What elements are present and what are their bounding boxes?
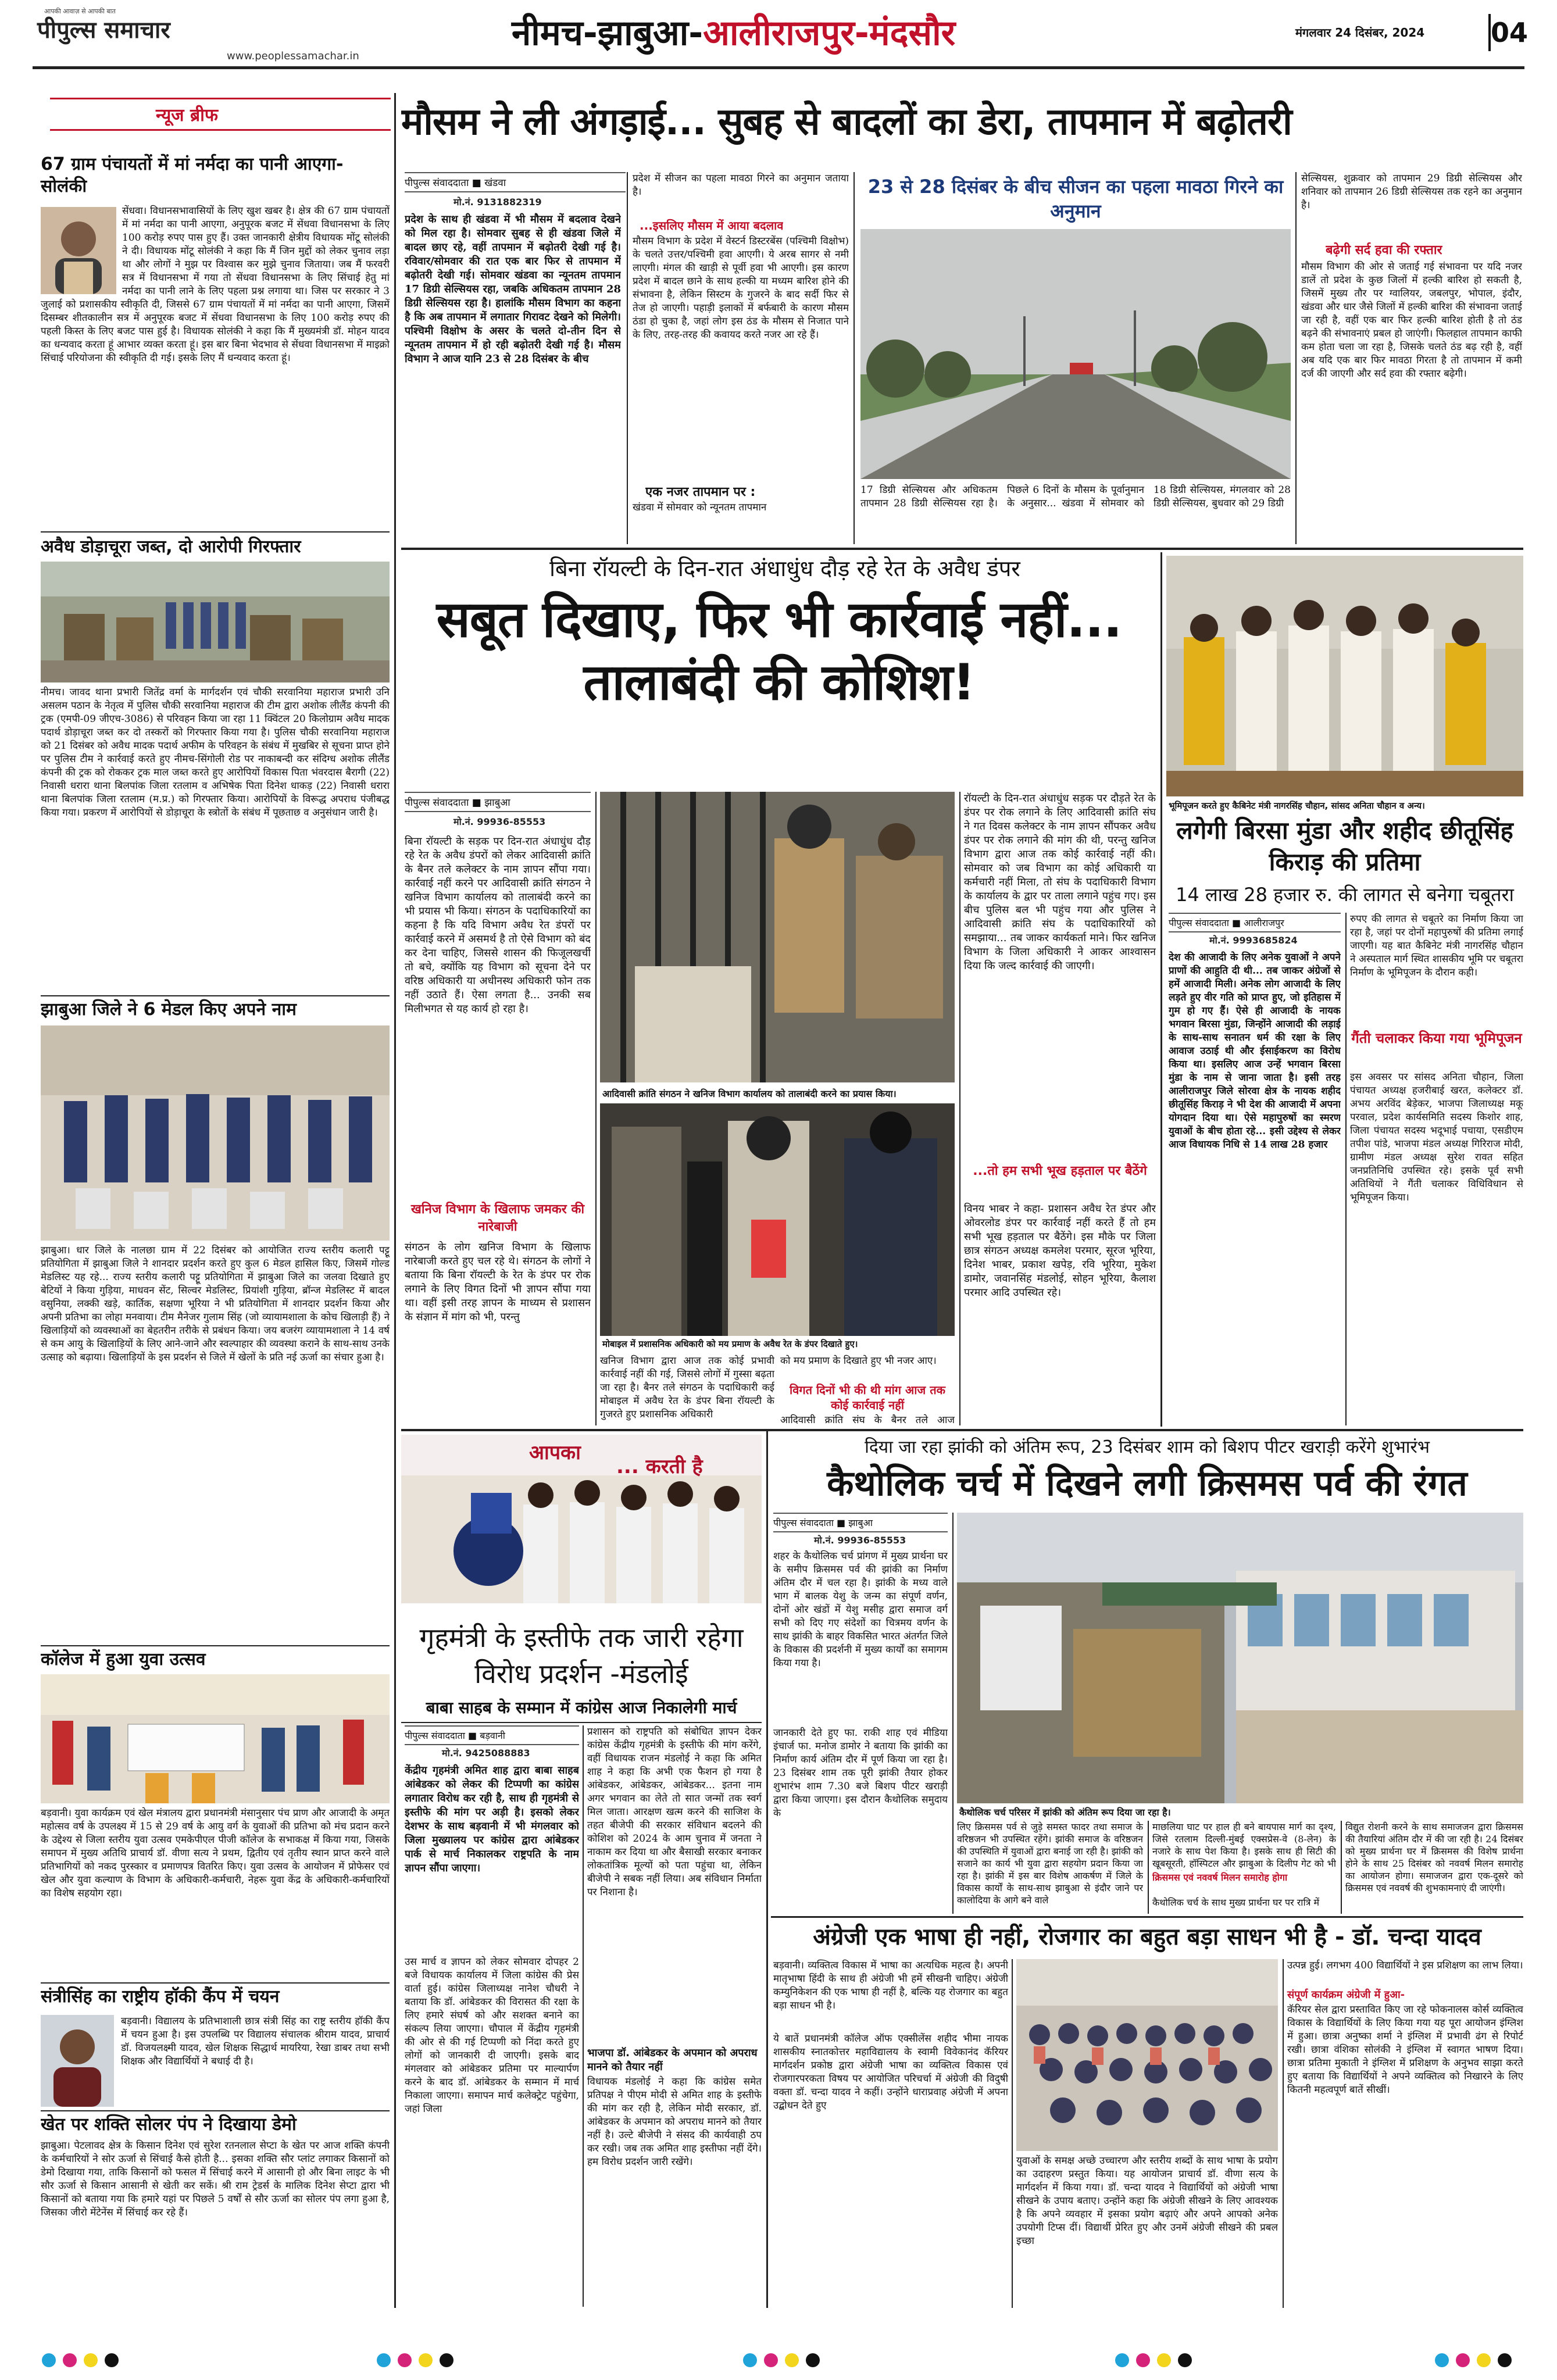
english-top-rule [771,1916,1523,1918]
left-column-rule [394,93,396,2308]
english-col1: बड़वानी। व्यक्तित्व विकास में भाषा का अत्यधिक महत्व है। अपनी मातृभाषा हिंदी के साथ ही अंग्रेजी भी हमें सीखनी चाहिए। अंग्रेजी कम्युनिकेशन की एक भाषा ही नहीं है, बल्कि यह रोजगार का बहुत बड़ा साधन भी है। [773,1960,1008,2011]
congress-byline-place: बड़वानी [480,1730,505,1741]
brief-1-body: सेंधवा। विधानसभावासियों के लिए खुश खबर है। क्षेत्र की 67 ग्राम पंचायतों में मां नर्मदा का पानी आएगा, अनुपूरक बजट में सेंधवा विधानसभा के लिए 100 करोड़ रुपए पास हुए हैं। उक्त जानकारी क्षेत्रीय विधायक मोंटू सोलंकी ने दी। विधायक मोंटू सोलंकी ने कहा कि मैं जिन मुद्दों को लेकर चुनाव लड़ा था और लोगों ने मुझ पर विश्वास कर मुझे चुनाव जिताया। जब मैं फरवरी सत्र में विधानसभा में गया तो सेंधवा विधानसभा के लिए सिंचाई हेतु मां नर्मदा का पानी लाने के लिए पहला प्रश्न लगाया था। जिस पर सरकार ने 3 जुलाई को प्रशासकीय स्वीकृति दी, जिससे 67 ग्राम पंचायतों में मां नर्मदा का पानी आएगा, जिसमें दिसम्बर शीतकालीन सत्र में अनुपूरक बजट में सेंधवा विधानसभा के लिए 100 करोड़ रुपए की पहली किस्त के लिए बजट पास हुई है। विधायक सोलंकी ने कहा कि मैं मुख्यमंत्री डॉ. मोहन यादव का धन्यवाद करता हूं आभार व्यक्त करता हूं। इस बार बिना भेदभाव से सेंधवा विधानसभा में माइक्रो सिंचाई परियोजना की स्वीकृति दी गई। इसके लिए मैं धन्यवाद करता हूं। [41,205,390,364]
weather-byline-name: पीपुल्स संवाददाता [405,177,469,189]
birsa-mobile: मो.नं. 9993685824 [1209,935,1298,946]
dumper-col1-b: संगठन के लोग खनिज विभाग के खिलाफ नारेबाजी करते हुए चल रहे थे। संगठन के लोगों ने बताया कि बिना रॉयल्टी के रेत के डंपर पर रोक लगाने के लिए विगत दिनों भी ज्ञापन सौंपा गया था। वहीं इसी तरह ज्ञापन के माध्यम से प्रशासन के संज्ञान में मांग को भी, परन्तु [405,1241,591,1323]
christmas-p-col3: विद्युत रोशनी करने के साथ समाजजन द्वारा क्रिसमस की तैयारियां अंतिम दौर में की जा रही है। 24 दिसंबर को मुख्य प्रार्थना घर में क्रिसमस की विशेष प्रार्थना होने के साथ 25 दिसंबर को नववर्ष मिलन समारोह का आयोजन होगा। समाजजन द्वारा एक-दूसरे को क्रिसमस एवं नववर्ष की शुभकामनाएं दी जाएंगी। [1345,1821,1523,1893]
christmas-photo-caption: कैथोलिक चर्च परिसर में झांकी को अंतिम रूप दिया जा रहा है। [957,1804,1317,1820]
weather-right-top: सेल्सियस, शुक्रवार को तापमान 29 डिग्री सेल्सियस और शनिवार को तापमान 26 डिग्री सेल्सियस तक रहने का अनुमान है। [1301,173,1522,211]
birsa-col2: रुपए की लागत से चबूतरे का निर्माण किया जा रहा है, जहां पर दोनों महापुरुषों की प्रतिमा लगाई जाएगी। यह बात कैबिनेट मंत्री नागरसिंह चौहान ने अस्पताल मार्ग स्थित शासकीय भूमि पर चबूतरा निर्माण के भूमिपूजन के दौरान कही। [1350,913,1523,978]
congress-photo [401,1435,762,1603]
dumper-photo-1-caption: आदिवासी क्रांति संगठन ने खनिज विभाग कार्यालय को तालाबंदी करने का प्रयास किया। [600,1086,955,1101]
brief-6-title: खेत पर शक्ति सोलर पंप ने दिखाया डेमो [41,2114,297,2135]
christmas-photo [957,1513,1523,1803]
brief-2-body: नीमच। जावद थाना प्रभारी जितेंद्र वर्मा के मार्गदर्शन एवं चौकी सरवानिया महाराज प्रभारी उनि असलम पठान के नेतृत्व में पुलिस चौकी सरवानिया महाराज की टीम द्वारा अशोक लीलैंड कंपनी की ट्रक (एमपी-09 जीएच-3086) से परिवहन किया जा रहा 11 क्विंटल 20 किलोग्राम अवैध मादक पदार्थ डोड़ाचूरा जब्त कर दो तस्करों को गिरफ्तार किया गया है। पुलिस चौकी सरवानिया महाराज को 21 दिसंबर को अवैध मादक पदार्थ अफीम के परिवहन के संबंध में मुखबिर से सूचना प्राप्त होने पर पुलिस टीम ने कार्रवाई करते हुए नीमच-सिंगोली रोड पर नाकाबन्दी कर संदिग्ध अशोक लीलैंड कंपनी की ट्रक को रोककर ट्रक माल जब्त करते हुए आरोपियों विकास पिता भंवरदास बैरागी (22) निवासी धरारा थाना बिलपांक जिला रतलाम व अभिषेक पिता दिनेश धाकड़ (22) निवासी धरारा थाना बिलपांक जिला रतलाम (म.प्र.) को गिरफ्तार किया। आरोपियों के विरूद्ध अपराध पंजीबद्ध किया गया। प्रकरण में आरोपियों से डोड़ाचूरा के स्त्रोतों के संबंध में पूछताछ व अनुसंधान जारी है। [41,687,390,819]
congress-col2-b: विधायक मंडलोई ने कहा कि कांग्रेस समेत प्रतिपक्ष ने पीएम मोदी से अमित शाह के इस्तीफे की मांग कर रही है, लेकिन मोदी सरकार, डॉ. आंबेडकर के अपमान को अपराध मानने को तैयार नहीं है। उल्टे बीजेपी ने संसद की कार्यवाही ठप कर रखी। जब तक अमित शाह इस्तीफा नहीं देंगे। हम विरोध प्रदर्शन जारी रखेंगे। [587,2076,762,2168]
edition-suffix: आलीराजपुर-मंदसौर [703,13,956,53]
brief-4-title: कॉलेज में हुआ युवा उत्सव [41,1649,206,1670]
dumper-kicker: बिना रॉयल्टी के दिन-रात अंधाधुंध दौड़ रहे रेत के अवैध डंपर [549,556,1020,581]
english-col1-b: ये बातें प्रधानमंत्री कॉलेज ऑफ एक्सीलेंस शहीद भीमा नायक शासकीय स्नातकोत्तर महाविद्यालय के स्वामी विवेकानंद कॅरियर मार्गदर्शन प्रकोष्ठ द्वारा अंग्रेजी भाषा का व्यक्तित्व विकास एवं रोजगारपरकता विषय पर आयोजित परिचर्चा में अंग्रेजी की विदुषी वक्ता डॉ. चन्दा यादव ने कहीं। उन्होंने धाराप्रवाह अंग्रेजी में अपना उद्बोधन देते हुए [773,2033,1008,2111]
christmas-col1-b: जानकारी देते हुए फा. राकी शाह एवं मीडिया इंचार्ज फा. मनोज डामोर ने बताया कि झांकी का निर्माण कार्य अंतिम दौर में पूर्ण किया जा रहा है। 23 दिसंबर शाम तक पूरी झांकी तैयार होकर शुभारंभ शाम 7.30 बजे बिशप पीटर खराड़ी द्वारा किया जाएगा। इस दौरान कैथोलिक समुदाय के [773,1727,948,1819]
logo: पीपुल्स समाचार [37,17,170,44]
dumper-mid-below3: आदिवासी क्रांति संघ के बैनर तले आज [780,1414,955,1426]
dumper-col3-sub: ...तो हम सभी भूख हड़ताल पर बैठेंगे [973,1164,1147,1178]
christmas-rule-1 [952,1513,954,1914]
christmas-mobile: मो.नं. 99936-85553 [814,1535,906,1546]
christmas-kicker: दिया जा रहा झांकी को अंतिम रूप, 23 दिसंबर शाम को बिशप पीटर खराड़ी करेंगे शुभारंभ [865,1437,1430,1457]
congress-col2-sub: भाजपा डॉ. आंबेडकर के अपमान को अपराध मानने को तैयार नहीं [587,2047,758,2073]
brief-5-photo [41,2015,114,2107]
congress-right-rule [766,1431,768,2308]
english-col3: उत्पन्न हुई। लगभग 400 विद्यार्थियों ने इस प्रशिक्षण का लाभ लिया। [1287,1960,1523,1971]
birsa-photo-caption: भूमिपूजन करते हुए कैबिनेट मंत्री नागरसिंह चौहान, सांसद अनिता चौहान व अन्य। [1166,799,1523,813]
dumper-byline-name: पीपुल्स संवाददाता [405,797,469,809]
christmas-headline: कैथोलिक चर्च में दिखने लगी क्रिसमस पर्व की रंगत [827,1463,1467,1504]
brief-3-body: झाबुआ। धार जिले के नालछा ग्राम में 22 दिसंबर को आयोजित राज्य स्तरीय कलारी पट्टू प्रतियोगिता में झाबुआ जिले ने शानदार प्रदर्शन करते हुए कुल 6 मेडल हासिल किए, जिसमें गोल्ड मेडलिस्ट यह रहे... राज्य स्तरीय कलारी पट्टू प्रतियोगिता में झाबुआ जिले का जलवा दिखाते हुए बेटियों ने किया गुड़िया, माधवन सेंट, सिल्वर मेडलिस्ट, प्रियांशी गुड़िया, ब्रॉन्ज मेडलिस्ट में बादल वसुनिया, लक्की खड़े, कार्तिक, सक्षणा भूरिया ने भी प्रतियोगिता में शानदार प्रदर्शन किया और अपनी प्रतिभा का लोहा मनवाया। टीम मैनेजर गुलाम सिंह (जो व्यायामशाला के कोच खिलाड़ी हैं) ने खिलाड़ियों को व्यवस्थाओं का बेहतरीन तरीके से प्रबंधन किया। जय बजरंग व्यायामशाला ने 14 वर्ष से कम आयु के खिलाड़ियों के लिए आने-जाने और स्वल्पाहार की व्यवस्था कराने के साथ-साथ उनके उत्साह को बढ़ाया। खिलाड़ियों के इस प्रदर्शन से जिले में खेलों के प्रति नई ऊर्जा का संचार हुआ है। [41,1245,390,1363]
weather-lead: प्रदेश के साथ ही खंडवा में भी मौसम में बदलाव देखने को मिल रहा है। सोमवार सुबह से ही खंडवा जिले में बादल छाए रहे, वहीं तापमान में बढ़ोतरी देखी गई है। रविवार/सोमवार की रात एक बार फिर से तापमान में बढ़ोतरी देखी गई। सोमवार खंडवा का न्यूनतम तापमान 17 डिग्री सेल्सियस रहा, जबकि अधिकतम तापमान 28 डिग्री सेल्सियस रहा है। हालांकि मौसम विभाग का कहना है कि अब तापमान में लगातार गिरावट देखने को मिलेगी। पश्चिमी विक्षोभ के असर के चलते दो-तीन दिन से न्यूनतम तापमान में हो रही बढ़ोतरी देखी गई है। मौसम विभाग ने आज यानि 23 से 28 दिसंबर के बीच [405,213,621,365]
brief-6-body: झाबुआ। पेटलावद क्षेत्र के किसान दिनेश एवं सुरेश रतनलाल सेप्टा के खेत पर आज शक्ति कंपनी के कर्मचारियों ने सोर ऊर्जा से सिंचाई कैसे होती है... इसका शक्ति सौर प्लांट लगाकर किसानों को डेमो दिखाया गया, ताकि किसानों को फसल में सिंचाई करने में आसानी हो और बिना लाइट के भी सौर ऊर्जा से किसान आसानी से खेती कर सकें। श्री राम ट्रेडर्स के मालिक दिनेश सेप्टा द्वारा भी किसानों को बताया गया कि हमारे यहां पर पिछले 5 वर्षों से सौर ऊर्जा का सोलर पंप लगा हुआ है, जिसका जीरो मेंटेनेंस में सिंचाई कर रहे हैं। [41,2140,390,2218]
edition-title [512,13,955,53]
christmas-p-col2-sub: क्रिसमस एवं नववर्ष मिलन समारोह होगा [1152,1872,1288,1883]
birsa-byline-name: पीपुल्स संवाददाता [1169,917,1229,928]
weather-rule-1 [627,172,628,544]
dumper-col1-sub: खनिज विभाग के खिलाफ जमकर की नारेबाजी [410,1202,585,1234]
mid-band-rule [401,1429,1523,1431]
dumper-mobile: मो.नं. 99936-85553 [453,816,546,827]
dumper-photo-2 [600,1103,955,1336]
birsa-rule [1345,913,1347,1425]
dumper-mid-below: खनिज विभाग द्वारा आज तक कोई प्रभावी कार्रवाई नहीं की गई, जिससे लोगों में गुस्सा बढ़ता जा रहा है। बैनर तले संगठन के पदाधिकारी कई मोबाइल में अवैध रेत के डंपर बिना रॉयल्टी के गुजरते हुए प्रशासनिक अधिकारी [600,1355,774,1420]
english-col3-sub: संपूर्ण कार्यक्रम अंग्रेजी में हुआ- [1287,1989,1405,2001]
congress-banner-text: आपका [529,1441,581,1464]
dumper-byline: पीपुल्स संवाददाता ■ झाबुआ [405,792,591,812]
christmas-rule-2 [1148,1821,1149,1914]
weather-mobile: मो.नं. 9131882319 [453,196,542,208]
congress-byline-name: पीपुल्स संवाददाता [405,1730,465,1741]
weather-photo-below: 17 डिग्री सेल्सियस और अधिकतम तापमान 28 डिग्री सेल्सियस रहा है। पिछले 6 दिनों के मौसम के पूर्वानुमान के अनुसार... खंडवा में सोमवार को 18 डिग्री सेल्सियस, मंगलवार को 28 डिग्री सेल्सियस, बुधवार को 29 डिग्री [860,484,1291,509]
weather-right-sub: बढ़ेगी सर्द हवा की रफ्तार [1326,243,1442,258]
english-col2: युवाओं के समक्ष अच्छे उच्चारण और स्तरीय शब्दों के साथ भाषा के प्रयोग का उदाहरण प्रस्तुत किया। यह आयोजन प्राचार्य डॉ. वीणा सत्य के मार्गदर्शन में किया गया। डॉ. चन्दा यादव ने विद्यार्थियों को अंग्रेजी भाषा सीखने के उपाय बताए। उन्होंने कहा कि अंग्रेजी सीखने के लिए आवश्यक है कि अपने व्यवहार में इसका प्रयोग बढ़ाएं और अपने आपको अनेक उपयोगी टिप्स दीं। विद्यार्थी प्रेरित हुए और उनमें अंग्रेजी सीखने की प्रबल इच्छा [1016,2155,1278,2247]
weather-photo [860,229,1291,479]
christmas-p-col2-b: कैथोलिक चर्च के साथ मुख्य प्रार्थना घर पर रात्रि में [1152,1897,1320,1908]
dumper-photo-1 [600,792,955,1082]
brief-rule-1 [41,531,390,533]
english-headline: अंग्रेजी एक भाषा ही नहीं, रोजगार का बहुत बड़ा साधन भी है - डॉ. चन्दा यादव [813,1924,1481,1950]
weather-col2-top: प्रदेश में सीजन का पहला मावठा गिरने का अनुमान जताया है। [633,173,849,198]
website: www.peoplessamachar.in [227,50,359,62]
dumper-col3: रॉयल्टी के दिन-रात अंधाधुंध सड़क पर दौड़ते रेत के डंपर पर रोक लगाने के लिए आदिवासी क्रांति संघ ने गत दिवस कलेक्टर के नाम ज्ञापन सौंपकर अवैध डंपर पर रोक लगाने की मांग की थी, परन्तु खनिज विभाग द्वारा आज तक कोई कार्रवाई नहीं की। सोमवार को जब विभाग का कोई अधिकारी या कर्मचारी नहीं मिला, तो संघ के पदाधिकारी विभाग के कार्यालय के द्वार पर ताला लगाने पहुंच गए। इस बीच पुलिस बल भी पहुंच गया और पुलिस ने आदिवासी क्रांति संघ के पदाधिकारियों को समझाया... तब जाकर कार्यकर्ता माने। फिर खनिज विभाग के जिला अधिकारी ने आकर आश्वासन दिया कि जल्द कार्रवाई की जाएगी। [964,792,1156,972]
birsa-byline-place: आलीराजपुर [1244,917,1284,928]
brief-3-photo [41,1025,390,1241]
news-brief-label: न्यूज ब्रीफ [156,105,218,126]
birsa-col2-sub: गैंती चलाकर किया गया भूमिपूजन [1351,1030,1522,1046]
weather-byline-place: खंडवा [484,177,506,189]
dumper-col1: बिना रॉयल्टी के सड़क पर दिन-रात अंधाधुंध दौड़ रहे रेत के अवैध डंपरों को लेकर आदिवासी क्रांति के बैनर तले कलेक्टर के नाम ज्ञापन सौंपा गया। कार्रवाई नहीं करने पर आदिवासी क्रांति संगठन ने खनिज विभाग कार्यालय को तालाबंदी करने का भी प्रयास भी किया। संगठन के पदाधिकारियों का कहना है कि यदि विभाग अवैध रेत डंपरों पर कार्रवाई करने में असमर्थ है तो ऐसे विभाग को बंद कर देना चाहिए, जिससे शासन की फिजूलखर्ची तो बचे, क्योंकि यह विभाग को सूचना देने पर वरिष्ठ अधिकारी या अधीनस्थ अधिकारी फोन तक नहीं उठाते हैं। ऐसा लगता है... उनकी सब मिलीभगत से यह कार्य हो रहा है। [405,835,591,1015]
dumper-rule-1 [595,792,597,1425]
masthead-rule [33,66,1524,69]
brief-5-title: संत्रीसिंह का राष्ट्रीय हॉकी कैंप में चयन [41,1986,280,2007]
brief-3-title: झाबुआ जिले ने 6 मेडल किए अपने नाम [41,999,297,1020]
dumper-col3-b: विनय भाबर ने कहा- प्रशासन अवैध रेत डंपर और ओवरलोड डंपर पर कार्रवाई नहीं करते हैं तो हम सभी भूख हड़ताल पर बैठेंगे। इस मौके पर जिला छात्र संगठन अध्यक्ष कमलेश परमार, सूरज भूरिया, दिनेश भाबर, प्रकाश खपेड़, रवि भूरिया, मुकेश डामोर, जवानसिंह मंडलोई, सोहन भूरिया, कैलाश परमार आदि उपस्थित रहे। [964,1203,1156,1299]
dumper-right-rule [1160,552,1162,1427]
birsa-col1: देश की आजादी के लिए अनेक युवाओं ने अपने प्राणों की आहुति दी थी... तब जाकर अंग्रेजों से हमें आजादी मिली। अनेक लोग आजादी के लिए लड़ते हुए वीर गति को प्राप्त हुए, जो इतिहास में गुम हो गए हैं। ऐसे ही आजादी के नायक भगवान बिरसा मुंडा, जिन्होंने आजादी की लड़ाई के साथ-साथ सनातन धर्म की रक्षा के लिए आवाज उठाई थी और ईसाईकरण का विरोध किया था। इसलिए आज उन्हें भगवान बिरसा मुंडा के नाम से जाना जाता है। इसी तरह आलीराजपुर जिले सोरवा क्षेत्र के नायक शहीद छीतूसिंह किराड़ ने भी देश की आजादी में अपना योगदान दिया था। ऐसे महापुरुषों का स्मरण युवाओं के बीच होता रहे... इसी उद्देश्य से लेकर आज विधायक निधि से 14 लाख 28 हजार [1169,952,1341,1150]
weather-col2-sub2: एक नजर तापमान पर : [645,485,756,499]
weather-rule-2 [854,172,855,544]
dumper-headline: सबूत दिखाए, फिर भी कार्रवाई नहीं... तालाबंदी की कोशिश! [436,591,1122,712]
weather-byline: पीपुल्स संवाददाता ■ खंडवा [405,172,626,192]
weather-col2-body: मौसम विभाग के प्रदेश में वेस्टर्न डिस्टरबेंस (पश्चिमी विक्षोभ) के चलते उत्तर/पश्चिमी हवा आएगी। ये अरब सागर से नमी लाएगी। मंगल की खाड़ी से पूर्वी हवा भी आएगी। इस कारण प्रदेश में बादल छाने के साथ हल्की या मध्यम बारिश होने की संभावना है, लेकिन सिस्टम के गुजरने के बाद सर्दी फिर से तेज हो जाएगी। पहाड़ी इलाकों में बर्फबारी के कारण मौसम ठंडा हो चुका है, जहां लोग इस ठंड के मौसम से निजात पाने के लिए, तरह-तरह की कवायद करते नजर आ रहे हैं। [633,235,849,341]
congress-byline: पीपुल्स संवाददाता ■ बड़वानी [405,1725,579,1745]
issue-date: मंगलवार 24 दिसंबर, 2024 [1295,26,1425,40]
christmas-p-col2: माछलिया घाट पर हाल ही बने बायपास मार्ग का दृश्य, जिसे रतलाम दिल्ली-मुंबई एक्सप्रेस-वे (8-लेन) के नजारे के साथ पेश किया है। इसके साथ ही सिटी की खूबसूरती, हॉस्पिटल और झाबुआ के दिलीप गेट को भी [1152,1821,1336,1869]
birsa-byline: पीपुल्स संवाददाता ■ आलीराजपुर [1169,913,1341,932]
weather-photo-headline: 23 से 28 दिसंबर के बीच सीजन का पहला मावठा गिरने का अनुमान [867,176,1284,222]
weather-col2-sub: ...इसलिए मौसम में आया बदलाव [640,219,784,233]
english-rule-1 [1012,1959,1013,2308]
congress-headline: गृहमंत्री के इस्तीफे तक जारी रहेगा विरोध प्रदर्शन -मंडलोई [419,1622,744,1689]
congress-banner-text-2: ... करती है [616,1455,703,1478]
weather-bottom-rule [401,548,1523,550]
christmas-rule-3 [1341,1821,1342,1914]
christmas-col1: शहर के कैथोलिक चर्च प्रांगण में मुख्य प्रार्थना घर के समीप क्रिसमस पर्व की झांकी का निर्माण अंतिम दौर में चल रहा है। झांकी के मध्य वाले भाग में बालक येशु के जन्म का संपूर्ण वर्णन, दोनों ओर खंडों में येशु मसीह द्वारा समाज वर्ग सभी को दिए गए संदेशों का चित्रमय वर्णन के साथ झांकी के बाहर विकसित भारत अंतर्गत जिले के विकास की प्रदर्शनी में मुख्य कार्यों का समागम किया गया है। [773,1550,948,1669]
birsa-headline: लगेगी बिरसा मुंडा और शहीद छीतूसिंह किराड़ की प्रतिमा [1176,816,1513,876]
dumper-byline-place: झाबुआ [484,797,510,809]
brief-4-photo [41,1674,390,1803]
congress-rule [583,1725,584,2307]
birsa-photo [1166,556,1523,796]
weather-col2-body2: खंडवा में सोमवार को न्यूनतम तापमान [633,502,767,513]
congress-col1-b: उस मार्च व ज्ञापन को लेकर सोमवार दोपहर 2 बजे विधायक कार्यालय में जिला कांग्रेस की प्रेस वार्ता हुई। कांग्रेस जिलाध्यक्ष नानेश चौधरी ने बताया कि डॉ. आंबेडकर की विरासत की रक्षा के लिए हमारे संघर्ष को और सशक्त बनाने का संकल्प लिया जाएगा। चौपाल में केंद्रीय गृहमंत्री की ओर से की गई टिप्पणी को निंदा करते हुए लोगों को जानकारी दी जाएगी। इसके बाद मंगलवार को आंबेडकर प्रतिमा पर माल्यार्पण करने के बाद डॉ. आंबेडकर के सम्मान में मार्च निकाला जाएगा। समापन मार्च कलेक्ट्रेट पहुंचेगा, जहां जिला [405,1956,579,2115]
congress-subhead: बाबा साहब के सम्मान में कांग्रेस आज निकालेगी मार्च [426,1698,737,1717]
weather-rule-3 [1295,172,1297,544]
brief-2-title: अवैध डोड़ाचूरा जब्त, दो आरोपी गिरफ्तार [41,537,301,557]
brief-rule-2 [41,995,390,996]
birsa-col2-b: इस अवसर पर सांसद अनिता चौहान, जिला पंचायत अध्यक्ष हजरीबाई खरत, कलेक्टर डॉ. अभय अरविंद बेड़ेकर, भाजपा जिलाध्यक्ष मकू परवाल, प्रदेश कार्यसमिति सदस्य किशोर शाह, जिला पंचायत सदस्य भदूभाई पचाया, एसडीएम तपीश पांडे, भाजपा मंडल अध्यक्ष गिरिराज मोदी, ग्रामीण मंडल अध्यक्ष सुरेश रावत सहित जनप्रतिनिधि उपस्थित रहे। इसके पूर्व सभी अतिथियों ने गैंती चलाकर विधिविधान से भूमिपूजन किया। [1350,1071,1523,1203]
brief-rule-4 [41,1982,390,1984]
english-rule-2 [1283,1959,1284,2308]
brief-rule-5 [41,2110,390,2111]
brief-label-rule-2 [50,129,391,131]
congress-col1: केंद्रीय गृहमंत्री अमित शाह द्वारा बाबा साहब आंबेडकर को लेकर की टिप्पणी का कांग्रेस लगातार विरोध कर रही है, साथ ही गृहमंत्री से इस्तीफे की मांग पर अड़ी है। इसको लेकर देशभर के साथ बड़वानी में भी मंगलवार को जिला मुख्यालय पर कांग्रेस द्वारा आंबेडकर पार्क से मार्च निकालकर राष्ट्रपति के नाम ज्ञापन सौंपा जाएगा। [405,1764,579,1874]
masthead [0,0,1557,65]
print-registration-strip [0,2349,1557,2372]
weather-headline: मौसम ने ली अंगड़ाई... सुबह से बादलों का डेरा, तापमान में बढ़ोतरी [401,101,1292,144]
brief-4-body: बड़वानी। युवा कार्यक्रम एवं खेल मंत्रालय द्वारा प्रधानमंत्री मंसानुसार पंच प्राण और आजादी के अमृत महोत्सव वर्ष के उपलक्ष्य में 15 से 29 वर्ष के आयु वर्ग के युवाओं की प्रतिभा को मंच प्रदान करने के उद्देश्य से जिला स्तरीय युवा उत्सव एमकेपीएल पीजी कॉलेज के सभाकक्ष में किया गया, जिसके समापन में मुख्य अतिथि प्राचार्य डॉ. वीणा सत्य ने प्रथम, द्वितीय एवं तृतीय स्थान प्राप्त करने वाले प्रतिभागियों को नकद पुरस्कार व प्रमाणपत्र वितरित किए। युवा उत्सव के आयोजन में प्रोफेसर एवं खेल और युवा कल्याण के विभाग के अधिकारी-कर्मचारी, नेहरू युवा केंद्र के अधिकारी-कर्मचारियों का विशेष सहयोग रहा। [41,1807,390,1899]
tagline: आपकी आवाज़ से आपकी बात [44,8,116,15]
congress-sub-rule [401,1722,762,1723]
brief-5-body: बड़वानी। विद्यालय के प्रतिभाशाली छात्र संत्री सिंह का राष्ट्र स्तरीय हॉकी कैंप में चयन हुआ है। इस उपलब्धि पर विद्यालय संचालक श्रीराम यादव, प्राचार्य डॉ. विजयलक्ष्मी यादव, खेल शिक्षक सिद्धार्थ मायरिया, रेखा डाबर तथा सभी शिक्षक और विद्यार्थियों ने बधाई दी है। [121,2016,390,2067]
christmas-p-col1: लिए क्रिसमस पर्व से जुड़े समस्त फादर तथा समाज के वरिष्ठजन भी उपस्थित रहेंगे। झांकी समाज के वरिष्ठजन की उपस्थिति में युवाओं द्वारा बनाई जा रही है। झांकी को सजाने का कार्य भी युवा द्वारा सहयोग प्रदान किया जा रहा है। झांकी में इस बार विशेष आकर्षण में जिले के विकास कार्यों के साथ-साथ झाबुआ से इंदौर जाने पर कालोदिया के आगे बने वाले [957,1821,1143,1906]
english-photo [1016,1959,1278,2151]
congress-mobile: मो.नं. 9425088883 [442,1748,530,1759]
christmas-byline: पीपुल्स संवाददाता ■ झाबुआ [773,1513,948,1532]
birsa-subhead: 14 लाख 28 हजार रु. की लागत से बनेगा चबूतरा [1176,884,1514,906]
christmas-byline-place: झाबुआ [848,1517,873,1528]
dumper-rule-2 [959,792,960,1425]
dumper-mid-sub: विगत दिनों भी की थी मांग आज तक कोई कार्रवाई नहीं [790,1383,945,1412]
weather-right-body: मौसम विभाग की ओर से जताई गई संभावना पर यदि नजर डालें तो प्रदेश के कुछ जिलों में हल्की बारिश हो सकती है, जिसमें मुख्य तौर पर ग्वालियर, जबलपुर, भोपाल, इंदौर, खंडवा और धार जैसे जिलों में हल्की बारिश की संभावना जताई जा रही है, वहीं एक बार फिर हल्की बारिश होती है तो ठंड बढ़ने की संभावनाएं प्रबल हो जाएंगी। फिलहाल तापमान काफी कम होता चला जा रहा है, जिसके चलते ठंड बढ़ रही है, वहीं अब यदि एक बार फिर मावठा गिरता है तो तापमान में कमी दर्ज की जाएगी और सर्द हवा की रफ्तार बढ़ेगी। [1301,261,1522,380]
congress-col2: प्रशासन को राष्ट्रपति को संबोधित ज्ञापन देकर कांग्रेस केंद्रीय गृहमंत्री के इस्तीफे की मांग करेंगे, वहीं विधायक राजन मंडलोई ने कहा कि अमित शाह ने कहा कि अभी एक फैशन हो गया है आंबेडकर, आंबेडकर, आंबेडकर... इतना नाम अगर भगवान का लेते तो सात जन्मों तक स्वर्ग मिल जाता। आरक्षण खत्म करने की साजिश के तहत बीजेपी की सरकार संविधान बदलने की कोशिश को 2024 के आम चुनाव में जनता ने नाकाम कर दिया था और बैसाखी सरकार बनाकर लोकतांत्रिक मूल्यों को पता पहुंचा था, लेकिन बीजेपी ने सबक नहीं लिया। अब संविधान निर्माता पर निशाना है। [587,1726,762,1898]
brief-rule-3 [41,1645,390,1646]
brief-label-rule [50,98,391,99]
english-col3-b: कॅरियर सेल द्वारा प्रस्तावित किए जा रहे फोकनालस कोर्स व्यक्तित्व विकास के विद्यार्थियों के लिए किया गया यह पूरा आयोजन इंग्लिश में हुआ। छात्रा अनुष्का शर्मा ने इंग्लिश में प्रभावी ढंग से रिपोर्ट रखी। छात्रा वंशिका सोलंकी ने इंग्लिश में स्वागत भाषण दिया। छात्रा प्रतिमा मुकाती ने इंग्लिश में प्रशिक्षण के अनुभव साझा करते हुए बताया कि विद्यार्थियों ने अपने व्यक्तित्व को निखारने के लिए कितनी महत्वपूर्ण बातें सीखीं। [1287,2004,1523,2096]
brief-2-photo [41,562,390,682]
christmas-byline-name: पीपुल्स संवाददाता [773,1517,834,1528]
brief-1-title: 67 ग्राम पंचायतों में मां नर्मदा का पानी आएगा- सोलंकी [41,154,344,196]
edition-prefix: नीमच-झाबुआ- [512,13,703,53]
dumper-mid-below2: को मय प्रमाण के दिखाते हुए भी नजर आए। [780,1355,937,1367]
page-number: 04 [1488,14,1523,51]
dumper-photo-2-caption: मोबाइल में प्रशासनिक अधिकारी को मय प्रमाण के अवैध रेत के डंपर दिखाते हुए। [600,1337,955,1351]
